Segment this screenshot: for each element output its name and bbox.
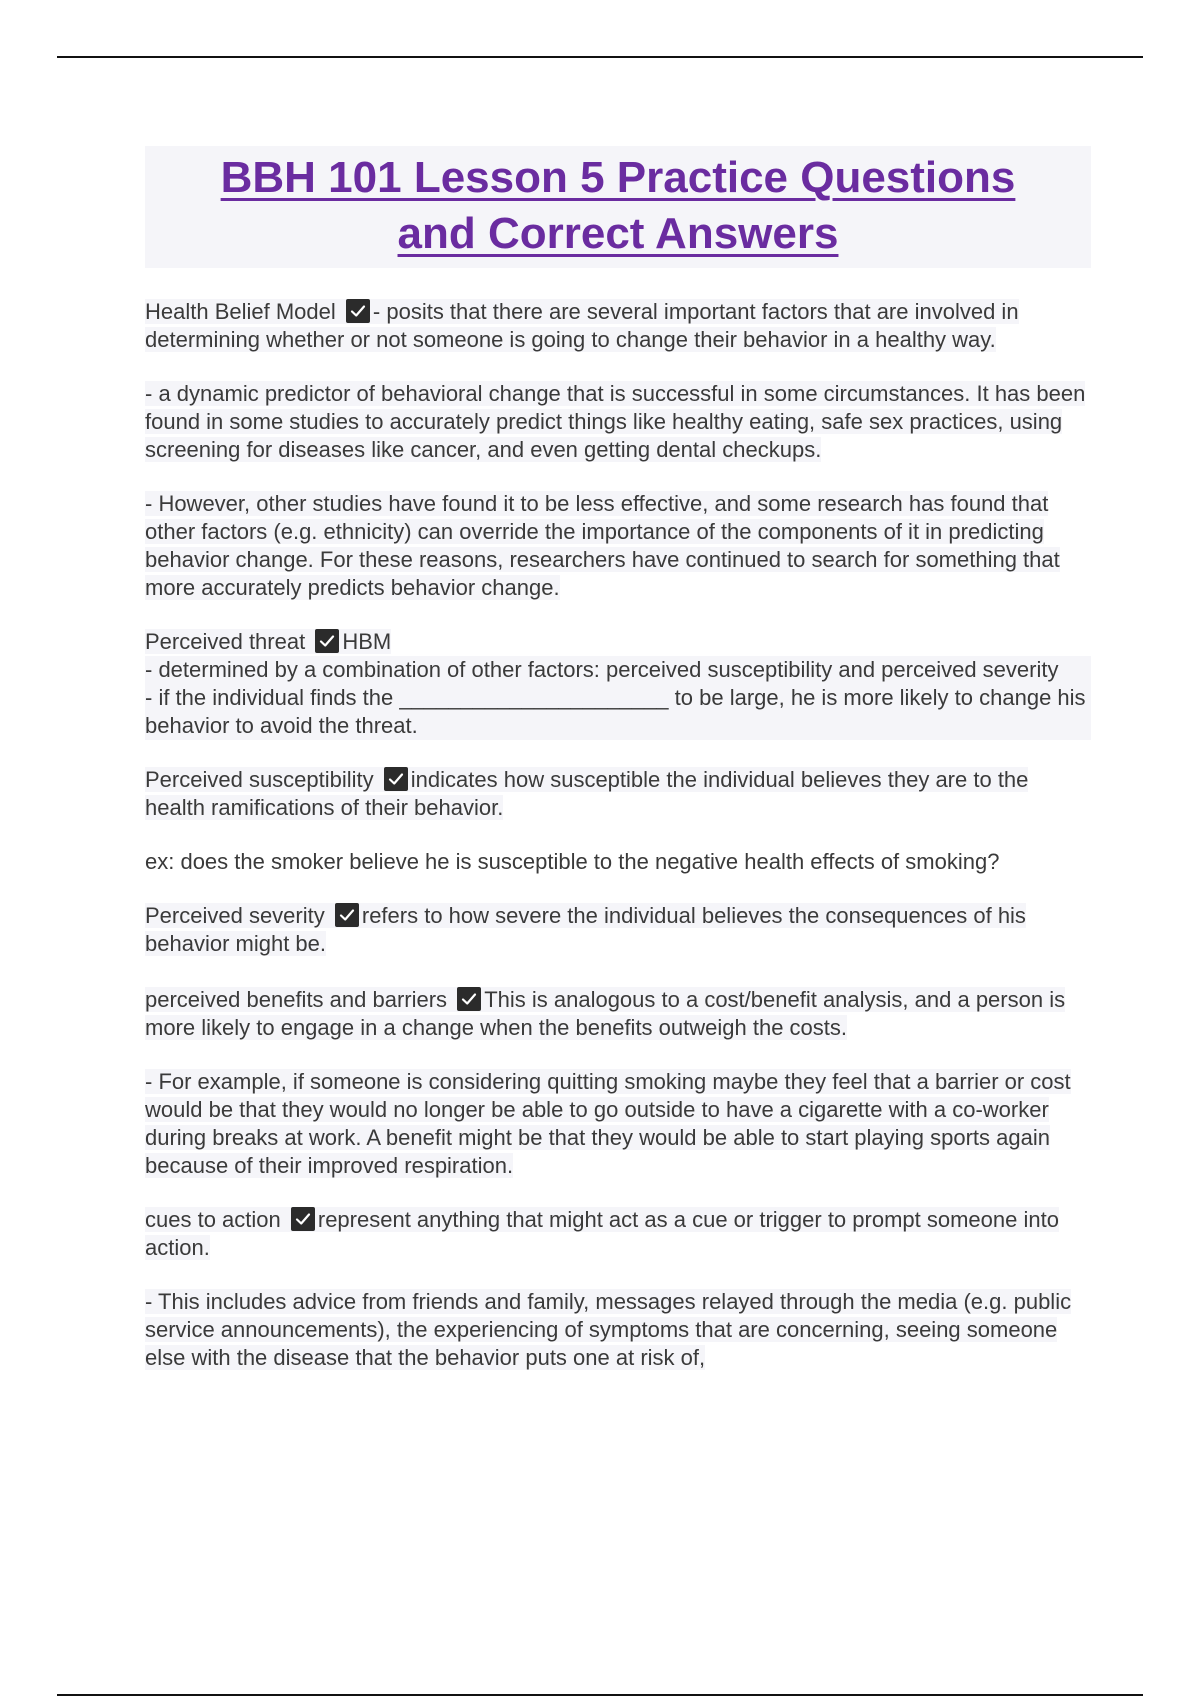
- definition-paragraph: - However, other studies have found it to be less effective, and some research has found that other factors (e.g. ethnicity) can override the importance of the components of it in predicting behavior change. For these reasons, researchers have continued to search for something that more accurately predicts behavior change.: [145, 491, 1060, 600]
- term: cues to action: [145, 1207, 281, 1232]
- term: Perceived susceptibility: [145, 767, 374, 792]
- definition: - posits that there are several important factors that are involved in determining whether or not someone is going to change their behavior in a healthy way.: [145, 299, 1019, 352]
- term: Health Belief Model: [145, 299, 336, 324]
- definition-line: - determined by a combination of other factors: perceived susceptibility and perceived severity: [145, 656, 1091, 684]
- qa-entry: [145, 902, 1091, 958]
- definition: refers to how severe the individual believes the consequences of his behavior might be.: [145, 903, 1026, 956]
- definition-paragraph: - This includes advice from friends and family, messages relayed through the media (e.g. public service announcements), the experiencing of symptoms that are concerning, seeing someone else with the disease that the behavior puts one at risk of,: [145, 1289, 1072, 1370]
- document-content: [145, 146, 1091, 1398]
- title-line-2: and Correct Answers: [397, 209, 839, 258]
- qa-entry: [145, 298, 1091, 354]
- definition-paragraph: - For example, if someone is considering quitting smoking maybe they feel that a barrier or cost would be that they would no longer be able to go outside to have a cigarette with a co-worker during breaks at work. A benefit might be that they would be able to start playing sports again because of their improved respiration.: [145, 1069, 1071, 1178]
- definition: indicates how susceptible the individual believes they are to the health ramifications of their behavior.: [145, 767, 1029, 820]
- term: Perceived severity: [145, 903, 325, 928]
- title-box: [145, 146, 1091, 268]
- title-line-1: BBH 101 Lesson 5 Practice Questions: [220, 153, 1016, 202]
- document-title: [155, 150, 1081, 262]
- definition: represent anything that might act as a cue or trigger to prompt someone into action.: [145, 1207, 1059, 1260]
- qa-entry: [145, 628, 1091, 740]
- checkbox-checked-icon: [384, 767, 408, 791]
- definition-paragraph: - a dynamic predictor of behavioral change that is successful in some circumstances. It has been found in some studies to accurately predict things like healthy eating, safe sex practices, using screening for diseases like cancer, and even getting dental checkups.: [145, 381, 1086, 462]
- bottom-rule: [57, 1694, 1143, 1696]
- definition-line: - if the individual finds the ______________________ to be large, he is more likely to change his behavior to avoid the threat.: [145, 684, 1091, 740]
- qa-list: [145, 298, 1091, 1372]
- checkbox-checked-icon: [346, 299, 370, 323]
- checkbox-checked-icon: [291, 1207, 315, 1231]
- checkbox-checked-icon: [315, 629, 339, 653]
- checkbox-checked-icon: [335, 903, 359, 927]
- qa-entry: [145, 1206, 1091, 1262]
- qa-entry: [145, 986, 1091, 1042]
- checkbox-checked-icon: [457, 987, 481, 1011]
- definition: HBM: [342, 629, 392, 654]
- definition: This is analogous to a cost/benefit analysis, and a person is more likely to engage in a change when the benefits outweigh the costs.: [145, 987, 1066, 1040]
- qa-entry: [145, 766, 1091, 822]
- definition-paragraph: ex: does the smoker believe he is susceptible to the negative health effects of smoking?: [145, 849, 1000, 874]
- term: Perceived threat: [145, 629, 306, 654]
- top-rule: [57, 56, 1143, 58]
- term: perceived benefits and barriers: [145, 987, 448, 1012]
